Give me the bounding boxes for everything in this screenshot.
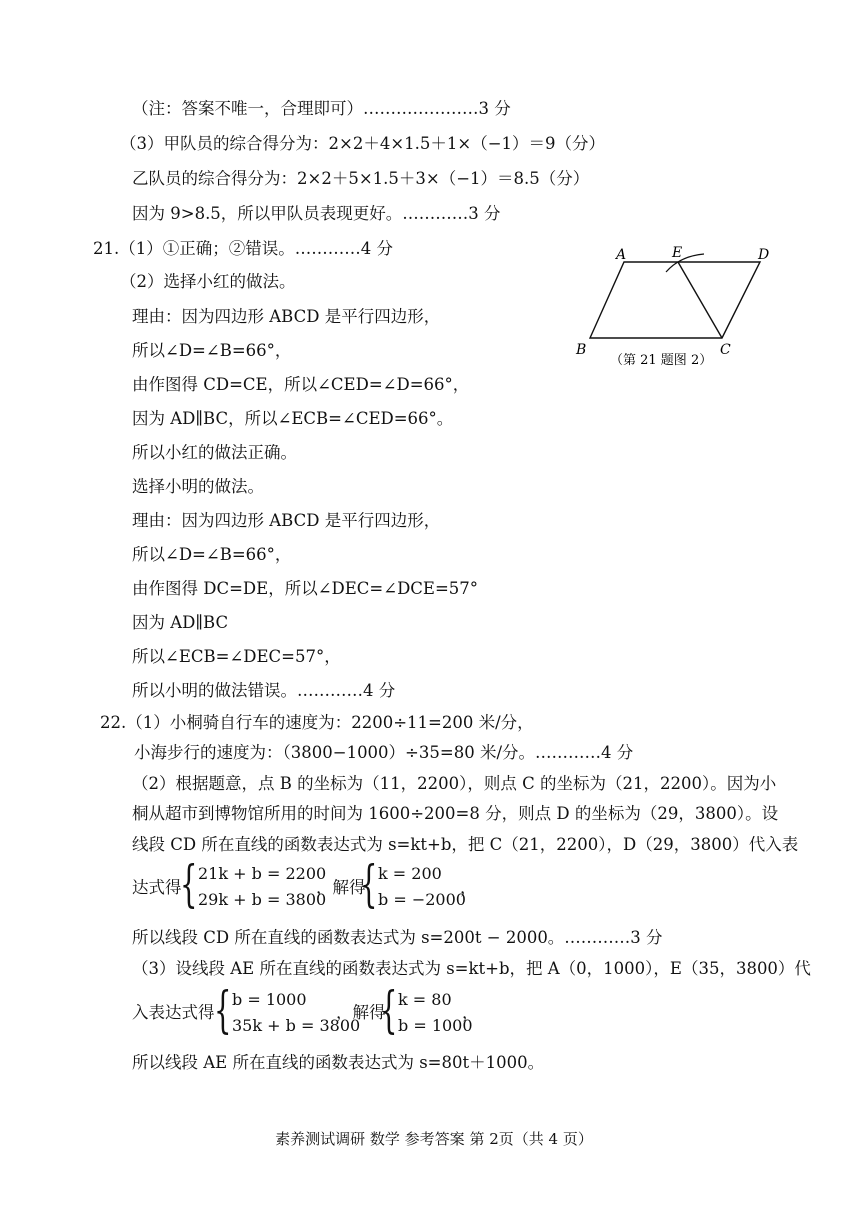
q22-part1-b: 小海步行的速度为：（3800−1000）÷35=80 米/分。…………4 分: [134, 743, 634, 762]
q20-3-yi: 乙队员的综合得分为：2×2＋5×1.5＋3×（−1）＝8.5（分）: [132, 169, 590, 188]
system-2-eq2: b = −2000: [378, 890, 466, 909]
figure-caption: （第 21 题图 2）: [610, 353, 713, 368]
q22-part2-b: 桐从超市到博物馆所用的时间为 1600÷200=8 分，则点 D 的坐标为（29，3800）。设: [132, 804, 779, 823]
system-1: [198, 861, 326, 913]
q21-reason-9: 由作图得 DC=DE，所以∠DEC=∠DCE=57°: [132, 579, 479, 598]
q21-reason-8: 所以∠D=∠B=66°，: [132, 545, 292, 564]
q21-part1: 21.（1）①正确；②错误。…………4 分: [93, 239, 393, 258]
label-c: C: [720, 342, 731, 358]
q22-part2-d-prefix: 达式得: [132, 878, 182, 897]
page-footer: 素养测试调研 数学 参考答案 第 2页（共 4 页）: [275, 1130, 593, 1148]
brace-3: {: [214, 981, 232, 1039]
system-1-eq2: 29k + b = 3800: [198, 890, 327, 909]
q21-reason-6: 选择小明的做法。: [132, 477, 264, 496]
q21-reason-7: 理由：因为四边形 ABCD 是平行四边形，: [132, 511, 441, 530]
q22-part3-a: （3）设线段 AE 所在直线的函数表达式为 s=kt+b，把 A（0，1000），E（35，3800）代: [132, 959, 811, 978]
q21-reason-2: 所以∠D=∠B=66°，: [132, 341, 292, 360]
brace-4: {: [380, 981, 398, 1039]
label-e: E: [672, 245, 683, 261]
system-1-eq1: 21k + b = 2200: [198, 864, 327, 883]
label-a: A: [616, 247, 627, 263]
q21-reason-11: 所以∠ECB=∠DEC=57°，: [132, 647, 341, 666]
q21-reason-5: 所以小红的做法正确。: [132, 443, 297, 462]
system-4-eq2: b = 1000: [398, 1016, 473, 1035]
q22-part3-b-mid: ，解得: [336, 1003, 386, 1022]
q22-part3-c: 所以线段 AE 所在直线的函数表达式为 s=80t＋1000。: [132, 1053, 545, 1072]
system-4-eq1: k = 80: [398, 990, 452, 1009]
system-2-eq1: k = 200: [378, 864, 442, 883]
label-b: B: [576, 342, 587, 358]
q20-3-jia: （3）甲队员的综合得分为：2×2＋4×1.5＋1×（−1）＝9（分）: [120, 134, 606, 153]
q22-part2-a: （2）根据题意，点 B 的坐标为（11，2200），则点 C 的坐标为（21，2200）。因为小: [132, 774, 777, 793]
system-3-eq1: b = 1000: [232, 990, 307, 1009]
q22-part1: 22.（1）小桐骑自行车的速度为：2200÷11=200 米/分，: [100, 713, 534, 732]
parallelogram-figure: [570, 238, 810, 378]
q21-part2: （2）选择小红的做法。: [120, 272, 296, 291]
label-d: D: [758, 247, 770, 263]
comma-1: ，: [460, 878, 477, 897]
system-2: [378, 861, 466, 913]
q22-part2-c: 线段 CD 所在直线的函数表达式为 s=kt+b，把 C（21，2200），D（29，3800）代入表: [132, 835, 799, 854]
brace-1: {: [180, 855, 198, 913]
q21-reason-1: 理由：因为四边形 ABCD 是平行四边形，: [132, 307, 441, 326]
note-line: （注：答案不唯一，合理即可）…………………3 分: [132, 99, 511, 118]
q22-part3-b-prefix: 入表达式得: [132, 1003, 215, 1022]
q21-reason-10: 因为 AD∥BC: [132, 613, 229, 632]
q22-part2-d-mid: ，解得: [316, 878, 366, 897]
q21-reason-12: 所以小明的做法错误。…………4 分: [132, 681, 396, 700]
q21-reason-4: 因为 AD∥BC，所以∠ECB=∠CED=66°。: [132, 409, 454, 428]
q21-reason-3: 由作图得 CD=CE，所以∠CED=∠D=66°，: [132, 375, 470, 394]
q20-3-conclusion: 因为 9>8.5，所以甲队员表现更好。…………3 分: [132, 204, 501, 223]
system-3-eq2: 35k + b = 3800: [232, 1016, 361, 1035]
comma-2: ，: [462, 1003, 479, 1022]
segment-ec: [678, 262, 722, 338]
brace-2: {: [360, 855, 378, 913]
q22-part2-e: 所以线段 CD 所在直线的函数表达式为 s=200t − 2000。…………3 分: [132, 928, 663, 947]
parallelogram-shape: [590, 262, 760, 338]
